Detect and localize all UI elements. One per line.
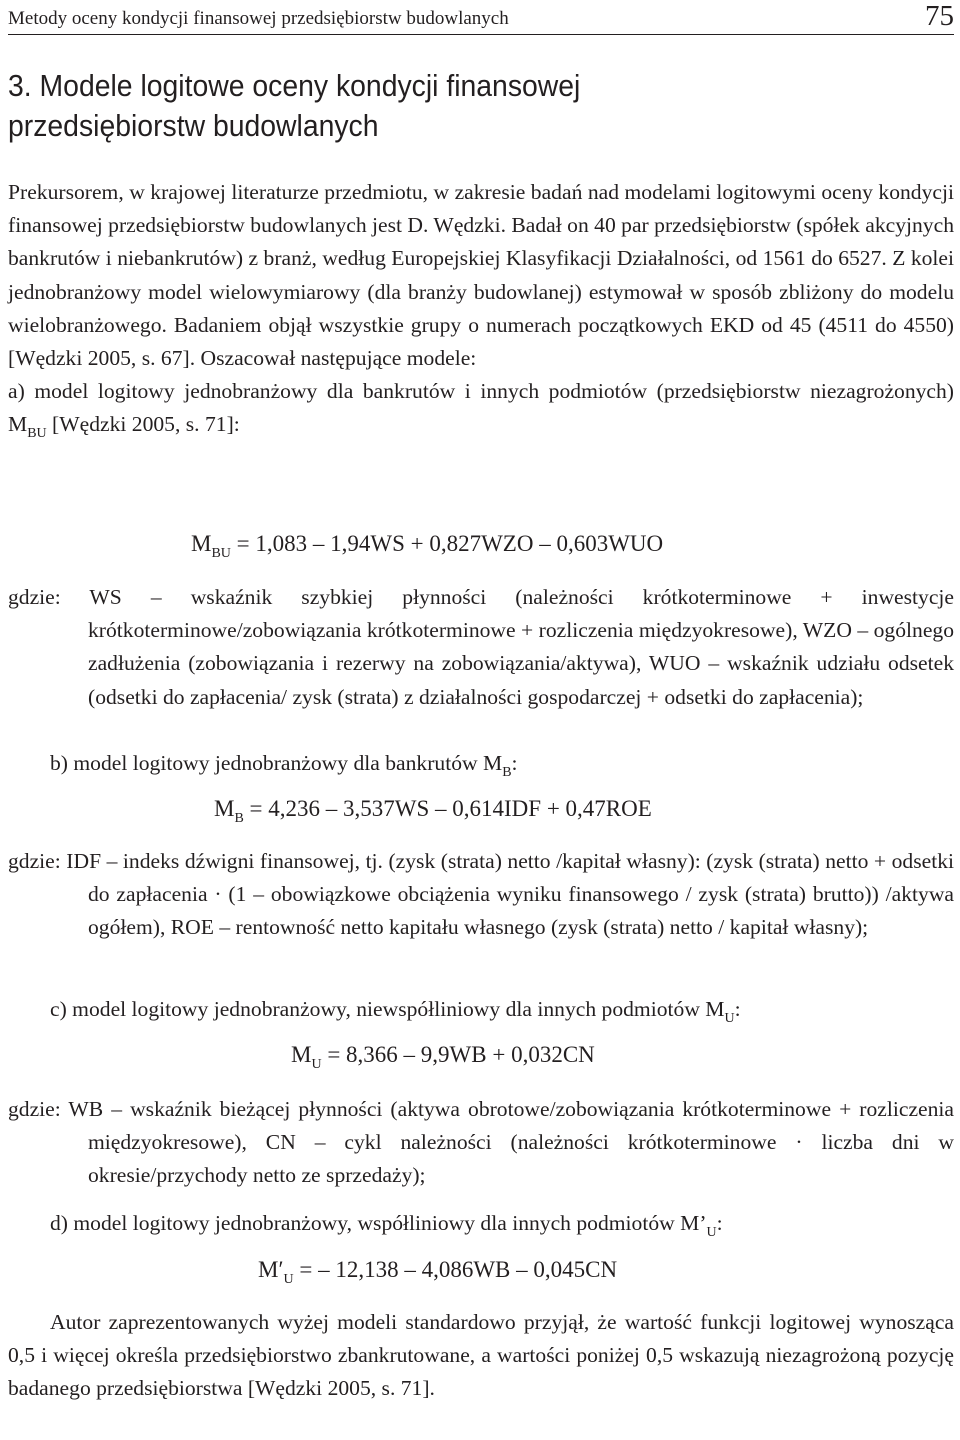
final-paragraph-block [8, 1306, 954, 1406]
section-heading [8, 66, 580, 146]
model-b-item-sub: B [502, 765, 512, 780]
formula-m-bu-rhs: = 1,083 – 1,94WS + 0,827WZO – 0,603WUO [230, 531, 664, 556]
model-d-item-sub: U [706, 1225, 717, 1240]
model-a-gdzie [8, 581, 954, 714]
model-c-gdzie-label: gdzie: [8, 1097, 61, 1121]
model-c-gdzie [8, 1093, 954, 1193]
formula-m-prime-u-rhs: = – 12,138 – 4,086WB – 0,045CN [293, 1257, 618, 1282]
formula-m-b-lhs: M [214, 796, 235, 821]
model-a-gdzie-text: WS – wskaźnik szybkiej płynności (należności krótkoterminowe + inwestycje krótkoterminowe/zobowiązania krótkoterminowe + rozliczenia międzyokresowe), WZO – ogólnego zadłużenia (zobowiązania i rezerwy na zobowiązania/aktywa), WUO – wskaźnik udziału odsetek (odsetki do zapłacenia/ zysk (strata) z działalności gospodarczej + odsetki do zapłacenia); [88, 585, 954, 709]
formula-m-u-lhs: M [291, 1042, 312, 1067]
formula-m-prime-u-lhs: M′ [258, 1257, 284, 1282]
model-b-item-text: b) model logitowy jednobranżowy dla bankrutów M [50, 751, 503, 775]
model-a-definitions [8, 581, 954, 714]
model-d-item-tail: : [716, 1211, 723, 1235]
model-a-item [8, 375, 954, 450]
formula-m-bu [191, 531, 663, 562]
intro-paragraph: Prekursorem, w krajowej literaturze przedmiotu, w zakresie badań nad modelami logitowymi oceny kondycji finansowej przedsiębiorstw budowlanych jest D. Wędzki. Badał on 40 par przedsiębiorstw (spółek akcyjnych bankrutów i niebankrutów) z branż, według Europejskiej Klasyfikacji Działalności, od 1561 do 6527. Z kolei jednobranżowy model wielowymiarowy (dla branży budowlanej) estymował w sposób zbliżony do modelu wielobranżowego. Badaniem objął wszystkie grupy o numerach początkowych EKD od 45 (4511 do 4550) [Wędzki 2005, s. 67]. Oszacował następujące modele: [8, 180, 954, 371]
formula-m-u-rhs: = 8,366 – 9,9WB + 0,032CN [321, 1042, 595, 1067]
model-a-gdzie-label: gdzie: [8, 585, 61, 609]
running-header [8, 0, 954, 35]
model-c-item [50, 993, 741, 1035]
model-d-item [50, 1207, 723, 1249]
model-a-item-sub: BU [27, 426, 47, 442]
model-d-item-text: d) model logitowy jednobranżowy, współliniowy dla innych podmiotów M’ [50, 1211, 707, 1235]
model-b-item [50, 747, 518, 789]
model-b-gdzie-text: IDF – indeks dźwigni finansowej, tj. (zysk (strata) netto /kapitał własny): (zysk (strata) netto + odsetki do zapłacenia · (1 – obowiązkowe obciążenia wyniku finansowego / zysk (strata) brutto)) /aktywa ogółem), ROE – rentowność netto kapitału własnego (zysk (strata) netto / kapitał własny); [66, 849, 954, 940]
final-paragraph: Autor zaprezentowanych wyżej modeli standardowo przyjął, że wartość funkcji logitowej wynosząca 0,5 i więcej określa przedsiębiorstwo zbankrutowane, a wartości poniżej 0,5 wskazują niezagrożoną pozycję badanego przedsiębiorstwa [Wędzki 2005, s. 71]. [8, 1310, 954, 1401]
model-a-item-text: a) model logitowy jednobranżowy dla bankrutów i innych podmiotów (przedsiębiorstw niezagrożonych) M [8, 379, 954, 437]
formula-m-u [291, 1042, 595, 1073]
formula-m-prime-u [258, 1257, 617, 1288]
intro-paragraph-block [8, 176, 954, 451]
model-c-definitions [8, 1093, 954, 1193]
model-c-item-sub: U [724, 1011, 735, 1026]
formula-m-bu-lhs: M [191, 531, 212, 556]
page-number: 75 [925, 0, 954, 32]
model-a-item-tail: [Wędzki 2005, s. 71]: [46, 412, 240, 437]
formula-m-prime-u-sub: U [283, 1272, 294, 1287]
section-heading-line-2: przedsiębiorstw budowlanych [8, 109, 379, 143]
model-c-gdzie-text: WB – wskaźnik bieżącej płynności (aktywa obrotowe/zobowiązania krótkoterminowe + rozliczenia międzyokresowe), CN – cykl należności (należności krótkoterminowe · liczba dni w okresie/przychody netto ze sprzedaży); [68, 1097, 954, 1188]
formula-m-bu-sub: BU [211, 546, 231, 561]
formula-m-u-sub: U [311, 1057, 322, 1072]
formula-m-b-rhs: = 4,236 – 3,537WS – 0,614IDF + 0,47ROE [243, 796, 652, 821]
model-b-gdzie-label: gdzie: [8, 849, 61, 873]
running-title: Metody oceny kondycji finansowej przedsiębiorstw budowlanych [8, 8, 509, 29]
model-b-gdzie [8, 845, 954, 945]
formula-m-b-sub: B [234, 811, 244, 826]
model-c-item-text: c) model logitowy jednobranżowy, niewspółliniowy dla innych podmiotów M [50, 997, 725, 1021]
model-c-item-tail: : [734, 997, 741, 1021]
formula-m-b [214, 796, 652, 827]
model-b-definitions [8, 845, 954, 945]
model-b-item-tail: : [511, 751, 518, 775]
section-heading-line-1: 3. Modele logitowe oceny kondycji finansowej [8, 69, 581, 103]
